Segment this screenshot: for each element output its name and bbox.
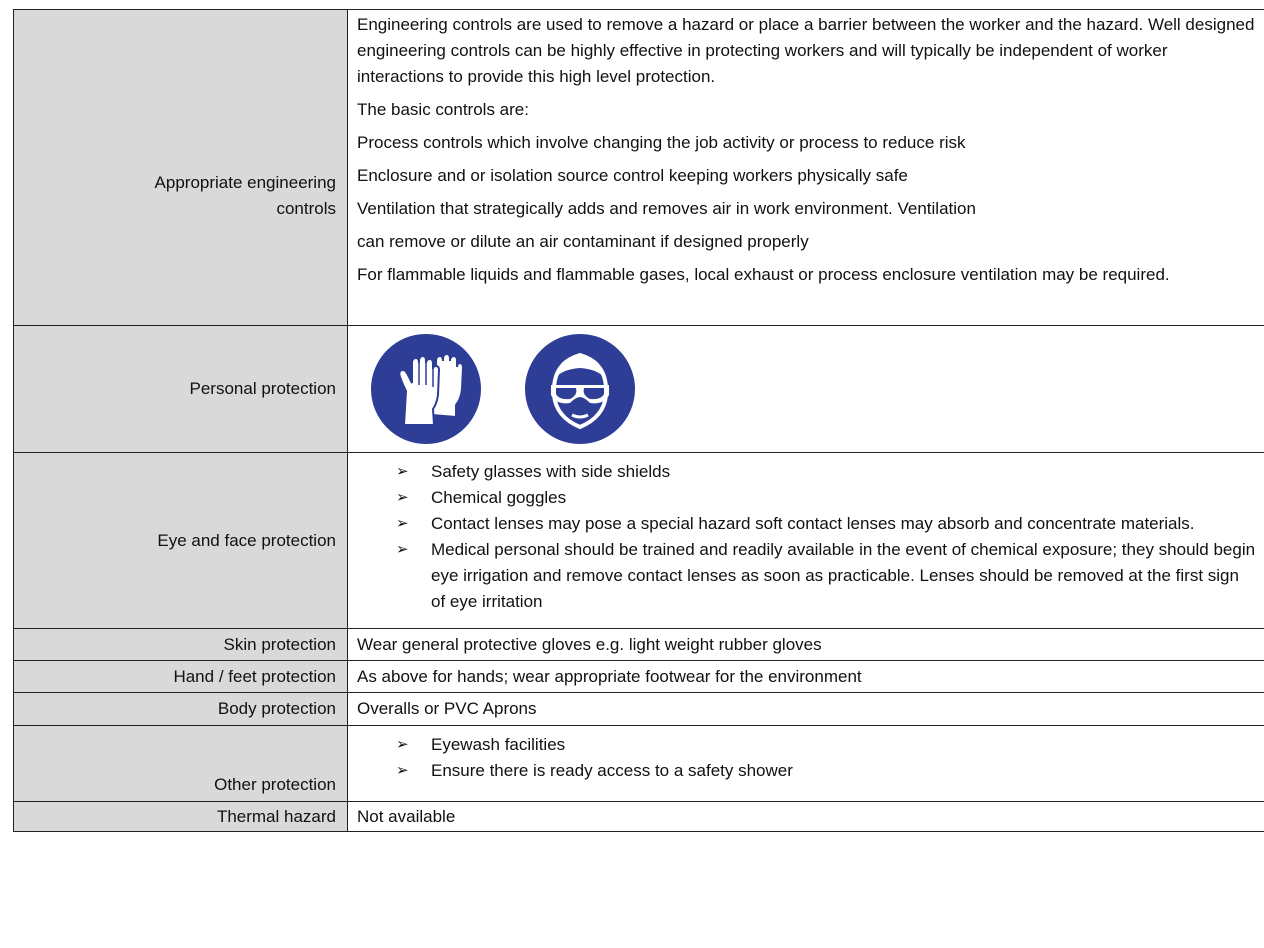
- engineering-paragraph: For flammable liquids and flammable gases, local exhaust or process enclosure ventilation may be required.: [357, 265, 1170, 284]
- arrow-bullet-icon: ➢: [396, 463, 409, 480]
- engineering-paragraph: Process controls which involve changing the job activity or process to reduce risk: [357, 133, 966, 152]
- value-body-protection: Overalls or PVC Aprons: [348, 693, 1264, 726]
- list-item: ➢ Medical personal should be trained and readily available in the event of chemical exposure; they should begin eye irrigation and remove contact lenses as soon as practicable. Lenses should be removed at the first sign of eye irritation: [396, 537, 1256, 615]
- arrow-bullet-icon: ➢: [396, 489, 409, 506]
- label-engineering-controls: [14, 10, 348, 326]
- label-skin-protection: Skin protection: [14, 629, 348, 661]
- label-eye-face-protection: Eye and face protection: [14, 453, 348, 629]
- label-personal-protection: Personal protection: [14, 326, 348, 453]
- label-other-protection-text: Other protection: [214, 775, 336, 794]
- arrow-bullet-icon: ➢: [396, 541, 409, 558]
- arrow-bullet-icon: ➢: [396, 515, 409, 532]
- label-thermal-hazard: Thermal hazard: [14, 802, 348, 832]
- list-item: ➢ Eyewash facilities: [396, 732, 1256, 758]
- value-thermal-hazard: Not available: [348, 802, 1264, 832]
- engineering-paragraph: Enclosure and or isolation source control keeping workers physically safe: [357, 166, 908, 185]
- value-other-protection: [348, 726, 1264, 802]
- row-engineering-controls: [14, 10, 1264, 326]
- arrow-bullet-icon: ➢: [396, 736, 409, 753]
- row-other-protection: [14, 726, 1264, 802]
- list-item: ➢ Chemical goggles: [396, 485, 1256, 511]
- gloves-icon: [370, 333, 482, 445]
- value-engineering-controls: [348, 10, 1264, 326]
- label-engineering-line1: Appropriate engineering: [154, 173, 336, 192]
- row-eye-face-protection: [14, 453, 1264, 629]
- row-hand-feet-protection: [14, 661, 1264, 693]
- arrow-bullet-icon: ➢: [396, 762, 409, 779]
- row-body-protection: [14, 693, 1264, 726]
- eye-protection-list: [357, 459, 1256, 615]
- label-other-protection: [14, 726, 348, 802]
- row-thermal-hazard: [14, 802, 1264, 832]
- ppe-icons: [348, 327, 1256, 451]
- list-item: ➢ Contact lenses may pose a special hazard soft contact lenses may absorb and concentrate materials.: [396, 511, 1256, 537]
- value-eye-face-protection: [348, 453, 1264, 629]
- label-body-protection: Body protection: [14, 693, 348, 726]
- row-personal-protection: [14, 326, 1264, 453]
- list-item: ➢ Safety glasses with side shields: [396, 459, 1256, 485]
- label-hand-feet-protection: Hand / feet protection: [14, 661, 348, 693]
- value-hand-feet-protection: As above for hands; wear appropriate footwear for the environment: [348, 661, 1264, 693]
- value-skin-protection: Wear general protective gloves e.g. light weight rubber gloves: [348, 629, 1264, 661]
- other-protection-list: [357, 732, 1256, 784]
- label-engineering-line2: controls: [276, 199, 336, 218]
- value-personal-protection: [348, 326, 1264, 453]
- engineering-paragraph: The basic controls are:: [357, 100, 529, 119]
- exposure-controls-table: [13, 9, 1264, 832]
- engineering-paragraph: Engineering controls are used to remove a hazard or place a barrier between the worker and the hazard. Well designed engineering controls can be highly effective in protecting workers and will typically be independent of worker interactions to provide this high level protection.: [357, 15, 1255, 86]
- list-item: ➢ Ensure there is ready access to a safety shower: [396, 758, 1256, 784]
- row-skin-protection: [14, 629, 1264, 661]
- engineering-paragraph: can remove or dilute an air contaminant if designed properly: [357, 232, 809, 251]
- engineering-paragraph: Ventilation that strategically adds and removes air in work environment. Ventilation: [357, 199, 976, 218]
- goggles-icon: [524, 333, 636, 445]
